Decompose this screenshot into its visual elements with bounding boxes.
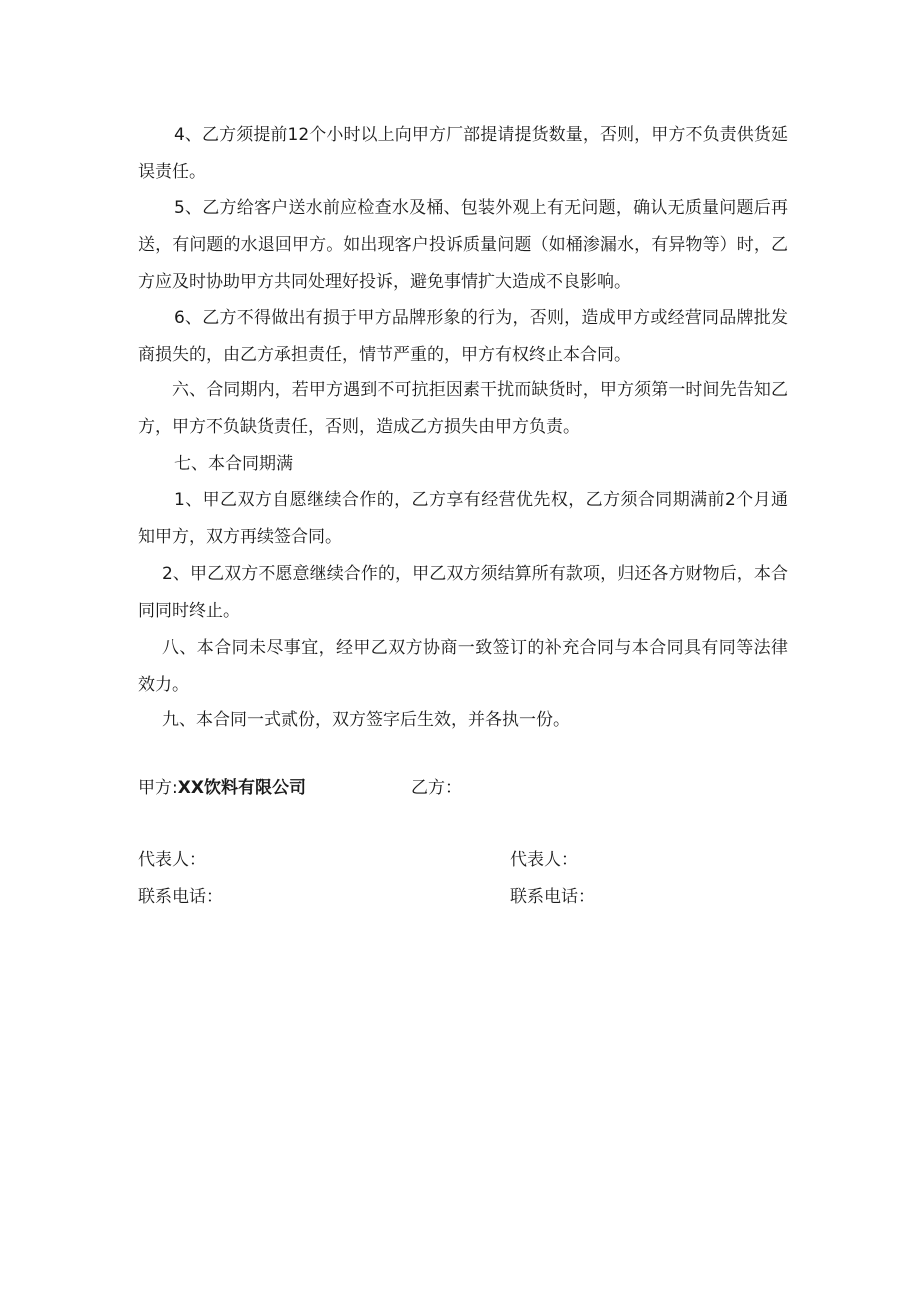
party-b-phone: 联系电话：	[510, 887, 595, 907]
party-a-label: 甲方:	[138, 778, 178, 798]
party-b-label: 乙方：	[411, 778, 462, 798]
party-a-company: XX饮料有限公司	[177, 778, 306, 798]
section-7-heading: 七、本合同期满	[174, 454, 293, 474]
party-b-representative: 代表人：	[510, 850, 578, 870]
section-8: 八、本合同未尽事宜，经甲乙双方协商一致签订的补充合同与本合同具有同等法律效力。	[138, 638, 788, 695]
clause-4: 4、乙方须提前12个小时以上向甲方厂部提请提货数量，否则，甲方不负责供货延误责任。	[138, 125, 788, 182]
clause-6: 6、乙方不得做出有损于甲方品牌形象的行为，否则，造成甲方或经营同品牌批发商损失的，由乙方承担责任，情节严重的，甲方有权终止本合同。	[138, 308, 788, 365]
party-a-phone: 联系电话：	[138, 887, 223, 907]
section-6: 六、合同期内，若甲方遇到不可抗拒因素干扰而缺货时，甲方须第一时间先告知乙方，甲方不负缺货责任，否则，造成乙方损失由甲方负责。	[138, 380, 788, 437]
party-a-line	[138, 776, 306, 800]
clause-5: 5、乙方给客户送水前应检查水及桶、包装外观上有无问题，确认无质量问题后再送，有问题的水退回甲方。如出现客户投诉质量问题（如桶渗漏水，有异物等）时，乙方应及时协助甲方共同处理好投诉，避免事情扩大造成不良影响。	[138, 198, 788, 292]
section-9: 九、本合同一式贰份，双方签字后生效，并各执一份。	[162, 710, 570, 730]
section-7-item-2: 2、甲乙双方不愿意继续合作的，甲乙双方须结算所有款项，归还各方财物后，本合同同时终止。	[138, 564, 788, 621]
section-7-item-1: 1、甲乙双方自愿继续合作的，乙方享有经营优先权，乙方须合同期满前2个月通知甲方，双方再续签合同。	[138, 490, 788, 547]
party-a-representative: 代表人：	[138, 850, 206, 870]
